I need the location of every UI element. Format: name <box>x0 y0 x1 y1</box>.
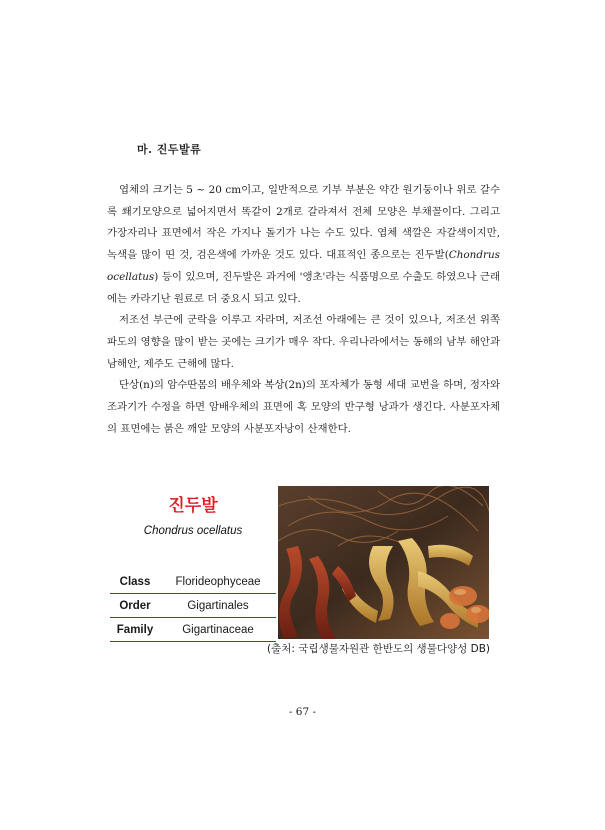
taxonomy-value: Florideophyceae <box>160 570 276 594</box>
paragraph-morphology <box>107 180 500 310</box>
paragraph-lifecycle: 단상(n)의 암수딴몸의 배우체와 복상(2n)의 포자체가 동형 세대 교번을 하며, 정자와 조과기가 수정을 하면 암배우체의 표면에 혹 모양의 반구형 낭과가 생긴다. 사분포자체의 표면에는 붉은 깨알 모양의 사분포자낭이 산재한다. <box>107 379 500 435</box>
paragraph-text: ) 등이 있으며, 진두발은 과거에 '앵초'라는 식품명으로 수출도 하였으나 근래에는 카라기난 원료로 더 중요시 되고 있다. <box>107 270 500 305</box>
paragraph-habitat: 저조선 부근에 군락을 이루고 자라며, 저조선 아래에는 큰 것이 있으나, 저조선 위쪽 파도의 영향을 많이 받는 곳에는 크기가 매우 작다. 우리나라에서는 동해의 남부 해안과 남해안, 제주도 근해에 많다. <box>107 314 500 370</box>
species-korean-name: 진두발 <box>168 496 218 516</box>
species-italic-name: Chondrus ocellatus <box>107 249 500 283</box>
taxonomy-value: Gigartinaceae <box>160 618 276 642</box>
taxonomy-rank: Class <box>110 570 160 594</box>
taxonomy-row <box>110 594 276 618</box>
taxonomy-row <box>110 618 276 642</box>
photo-caption: (출처: 국립생물자원관 한반도의 생물다양성 DB) <box>267 643 490 655</box>
seaweed-photo <box>278 486 489 639</box>
taxonomy-table <box>110 570 276 642</box>
section-title: 마. 진두발류 <box>137 143 202 156</box>
page-number: - 67 - <box>288 706 317 718</box>
taxonomy-rank: Order <box>110 594 160 618</box>
body-text <box>107 180 500 440</box>
taxonomy-row <box>110 570 276 594</box>
taxonomy-rank: Family <box>110 618 160 642</box>
species-scientific-name: Chondrus ocellatus <box>143 525 243 537</box>
paragraph-text: 엽체의 크기는 5 ~ 20 cm이고, 일반적으로 기부 부분은 약간 원기둥이나 위로 갈수록 쐐기모양으로 넓어지면서 똑같이 2개로 갈라져서 전체 모양은 부채꼴이다. 그리고 가장자리나 표면에서 작은 가지나 돌기가 나는 수도 있다. 엽체 색깔은 자갈색이지만, 녹색을 많이 띤 것, 검은색에 가까운 것도 있다. 대표적인 종으로는 진두발( <box>107 184 500 262</box>
taxonomy-value: Gigartinales <box>160 594 276 618</box>
